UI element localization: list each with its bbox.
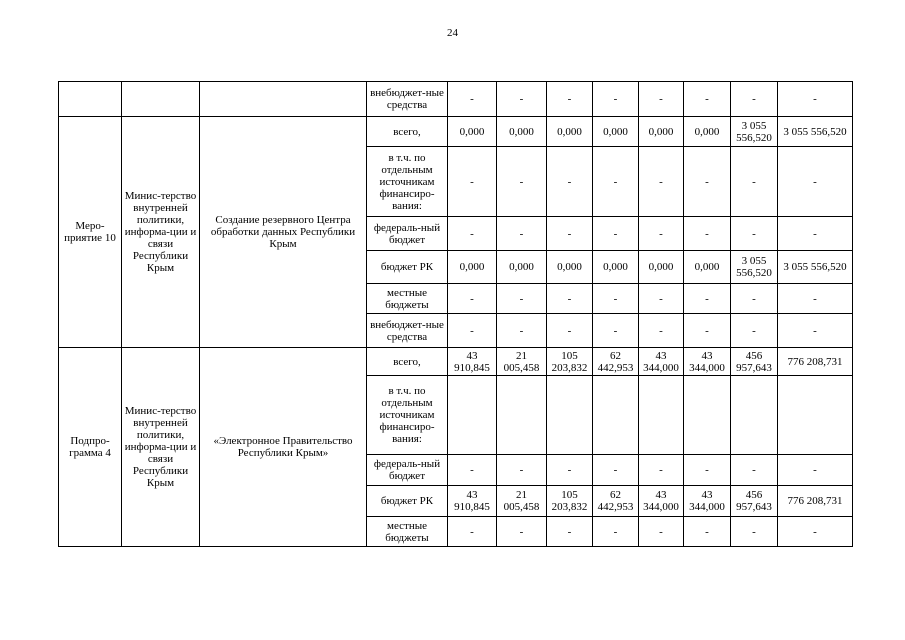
value-cell: - (547, 284, 593, 314)
value-cell: 43 344,000 (684, 486, 731, 517)
value-cell: 776 208,731 (778, 348, 853, 376)
value-cell: - (547, 217, 593, 251)
value-cell: - (731, 455, 778, 486)
value-cell: - (639, 217, 684, 251)
value-cell: - (497, 284, 547, 314)
value-cell: 43 344,000 (684, 348, 731, 376)
value-cell: 3 055 556,520 (778, 251, 853, 284)
value-cell: 0,000 (497, 117, 547, 147)
value-cell: - (778, 82, 853, 117)
value-cell (731, 376, 778, 455)
value-cell (684, 376, 731, 455)
funding-source-cell: всего, (367, 117, 448, 147)
value-cell: - (684, 217, 731, 251)
value-cell: 3 055 556,520 (731, 251, 778, 284)
value-cell (593, 376, 639, 455)
funding-source-cell: в т.ч. по отдельным источникам финансиро-вания: (367, 376, 448, 455)
value-cell: 0,000 (448, 117, 497, 147)
value-cell: - (547, 82, 593, 117)
value-cell: - (497, 455, 547, 486)
value-cell (497, 376, 547, 455)
value-cell: 105 203,832 (547, 348, 593, 376)
code-cell: Подпро-грамма 4 (59, 348, 122, 547)
value-cell: - (731, 284, 778, 314)
value-cell: - (593, 517, 639, 547)
name-cell: «Электронное Правительство Республики Крым» (200, 348, 367, 547)
value-cell: - (448, 517, 497, 547)
value-cell: - (593, 147, 639, 217)
value-cell: 0,000 (547, 251, 593, 284)
value-cell: 21 005,458 (497, 348, 547, 376)
funding-source-cell: федераль-ный бюджет (367, 217, 448, 251)
executor-cell (122, 82, 200, 117)
value-cell (639, 376, 684, 455)
code-cell (59, 82, 122, 117)
funding-source-cell: федераль-ный бюджет (367, 455, 448, 486)
value-cell: 456 957,643 (731, 486, 778, 517)
value-cell: - (639, 147, 684, 217)
value-cell: - (684, 82, 731, 117)
value-cell: - (778, 314, 853, 348)
value-cell: 0,000 (639, 251, 684, 284)
value-cell: - (497, 217, 547, 251)
value-cell: - (448, 217, 497, 251)
value-cell: - (639, 82, 684, 117)
funding-source-cell: местные бюджеты (367, 517, 448, 547)
table-row (59, 348, 853, 376)
value-cell: - (593, 82, 639, 117)
value-cell (778, 376, 853, 455)
table-row (59, 82, 853, 117)
value-cell: 0,000 (684, 117, 731, 147)
code-cell: Меро-приятие 10 (59, 117, 122, 348)
value-cell: 105 203,832 (547, 486, 593, 517)
executor-cell: Минис-терство внутренней политики, информа-ции и связи Республики Крым (122, 117, 200, 348)
value-cell: - (639, 455, 684, 486)
value-cell: - (731, 147, 778, 217)
value-cell: 776 208,731 (778, 486, 853, 517)
value-cell: 43 910,845 (448, 486, 497, 517)
value-cell: 0,000 (547, 117, 593, 147)
value-cell: - (639, 284, 684, 314)
funding-source-cell: местные бюджеты (367, 284, 448, 314)
name-cell (200, 82, 367, 117)
value-cell: - (778, 147, 853, 217)
value-cell: - (448, 284, 497, 314)
value-cell: - (731, 517, 778, 547)
value-cell: - (731, 82, 778, 117)
funding-source-cell: внебюджет-ные средства (367, 82, 448, 117)
value-cell: - (547, 314, 593, 348)
executor-cell: Минис-терство внутренней политики, информа-ции и связи Республики Крым (122, 348, 200, 547)
value-cell: 3 055 556,520 (731, 117, 778, 147)
value-cell: 0,000 (448, 251, 497, 284)
value-cell (547, 376, 593, 455)
value-cell: - (684, 517, 731, 547)
value-cell: 0,000 (684, 251, 731, 284)
value-cell: - (448, 147, 497, 217)
value-cell: 43 910,845 (448, 348, 497, 376)
value-cell: - (731, 314, 778, 348)
value-cell: - (778, 455, 853, 486)
value-cell: - (778, 284, 853, 314)
value-cell: - (448, 82, 497, 117)
value-cell: - (547, 455, 593, 486)
value-cell: - (684, 284, 731, 314)
value-cell: - (497, 147, 547, 217)
name-cell: Создание резервного Центра обработки данных Республики Крым (200, 117, 367, 348)
value-cell: - (778, 517, 853, 547)
value-cell: - (497, 82, 547, 117)
value-cell: - (778, 217, 853, 251)
funding-source-cell: бюджет РК (367, 486, 448, 517)
value-cell: - (593, 284, 639, 314)
value-cell: - (639, 314, 684, 348)
value-cell: 3 055 556,520 (778, 117, 853, 147)
value-cell: 62 442,953 (593, 486, 639, 517)
funding-source-cell: в т.ч. по отдельным источникам финансиро-вания: (367, 147, 448, 217)
value-cell: - (684, 314, 731, 348)
value-cell: 21 005,458 (497, 486, 547, 517)
value-cell: - (497, 517, 547, 547)
funding-source-cell: внебюджет-ные средства (367, 314, 448, 348)
value-cell: 0,000 (639, 117, 684, 147)
value-cell: - (547, 517, 593, 547)
value-cell: 456 957,643 (731, 348, 778, 376)
value-cell: - (448, 314, 497, 348)
value-cell: - (448, 455, 497, 486)
value-cell (448, 376, 497, 455)
budget-table (58, 81, 853, 547)
value-cell: - (547, 147, 593, 217)
value-cell: 43 344,000 (639, 486, 684, 517)
value-cell: 62 442,953 (593, 348, 639, 376)
value-cell: 0,000 (593, 251, 639, 284)
value-cell: 0,000 (497, 251, 547, 284)
value-cell: 0,000 (593, 117, 639, 147)
funding-source-cell: бюджет РК (367, 251, 448, 284)
value-cell: - (639, 517, 684, 547)
value-cell: - (731, 217, 778, 251)
value-cell: - (593, 217, 639, 251)
value-cell: - (593, 314, 639, 348)
value-cell: - (593, 455, 639, 486)
page-number: 24 (447, 27, 458, 39)
value-cell: - (684, 147, 731, 217)
value-cell: - (684, 455, 731, 486)
value-cell: 43 344,000 (639, 348, 684, 376)
funding-source-cell: всего, (367, 348, 448, 376)
value-cell: - (497, 314, 547, 348)
table-row (59, 117, 853, 147)
